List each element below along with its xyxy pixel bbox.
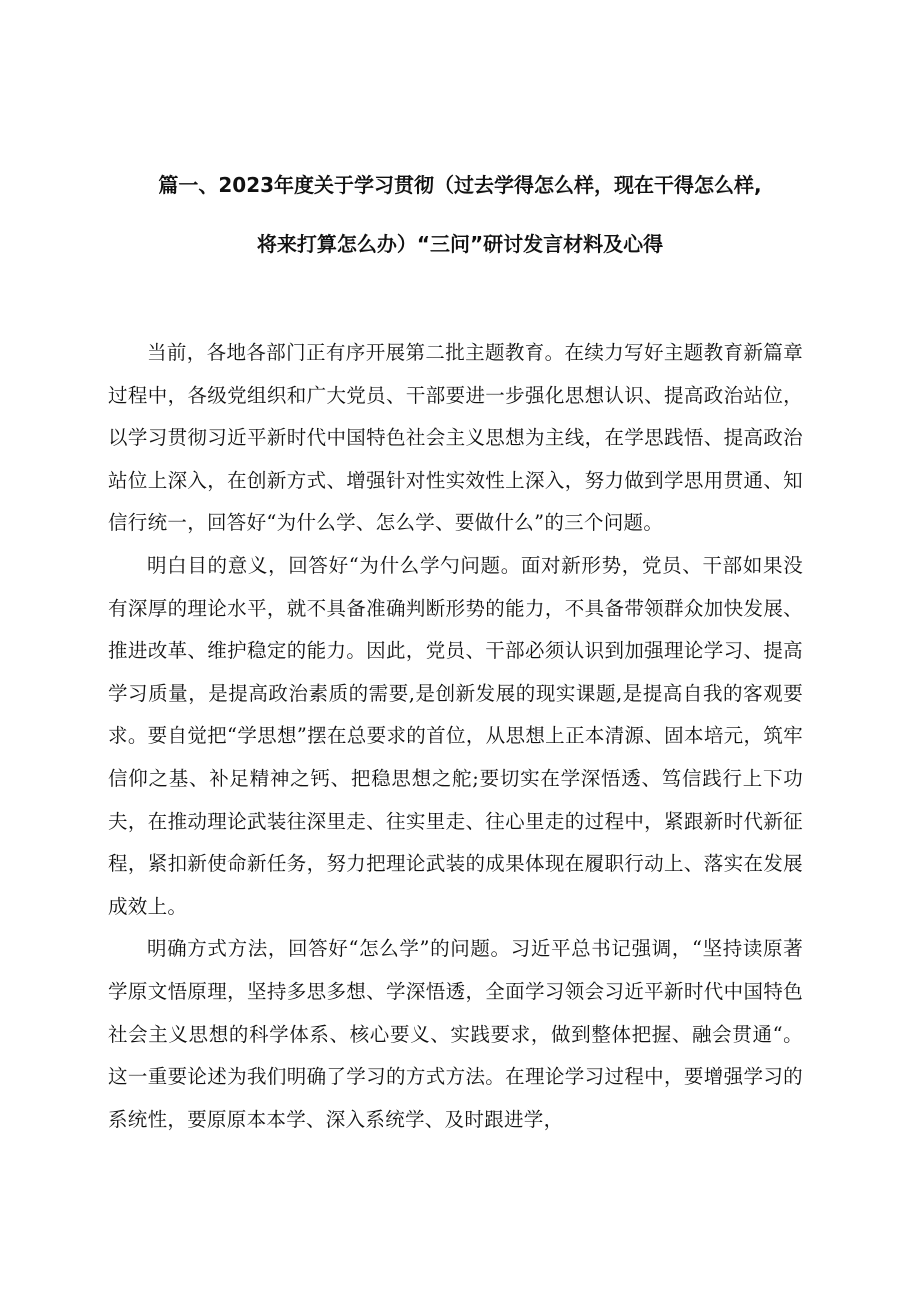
document-title-line-2: 将来打算怎么办）“三问”研讨发言材料及心得 (256, 232, 664, 256)
paragraph-3: 明确方式方法，回答好“怎么学”的问题。习近平总书记强调，“坚持读原著学原文悟原理，坚持多思多想、学深悟透，全面学习领会习近平新时代中国特色社会主义思想的科学体系、核心要义、实践要求，做到整体把握、融会贯通“。这一重要论述为我们明确了学习的方式方法。在理论学习过程中，要增强学习的系统性，要原原本本学、深入系统学、及时跟进学， (108, 937, 803, 1131)
document-body (108, 332, 803, 1141)
document-title-line-1: 篇一、2023年度关于学习贯彻（过去学得怎么样，现在干得怎么样, (158, 173, 762, 197)
paragraph-2: 明白目的意义，回答好“为什么学勺问题。面对新形势，党员、干部如果没有深厚的理论水平，就不具备准确判断形势的能力，不具备带领群众加快发展、推进改革、维护稳定的能力。因此，党员、干部必须认识到加强理论学习、提高学习质量，是提高政治素质的需要,是创新发展的现实课题,是提高自我的客观要求。要自觉把“学思想”摆在总要求的首位，从思想上正本清源、固本培元，筑牢信仰之基、补足精神之钙、把稳思想之舵;要切实在学深悟透、笃信践行上下功夫，在推动理论武装往深里走、往实里走、往心里走的过程中，紧跟新时代新征程，紧扣新使命新任务，努力把理论武装的成果体现在履职行动上、落实在发展成效上。 (108, 553, 803, 918)
paragraph-1: 当前，各地各部门正有序开展第二批主题教育。在续力写好主题教育新篇章过程中，各级党组织和广大党员、干部要进一步强化思想认识、提高政治站位，以学习贯彻习近平新时代中国特色社会主义思想为主线，在学思践悟、提高政治站位上深入，在创新方式、增强针对性实效性上深入，努力做到学思用贯通、知信行统一，回答好“为什么学、怎么学、要做什么”的三个问题。 (108, 341, 803, 535)
